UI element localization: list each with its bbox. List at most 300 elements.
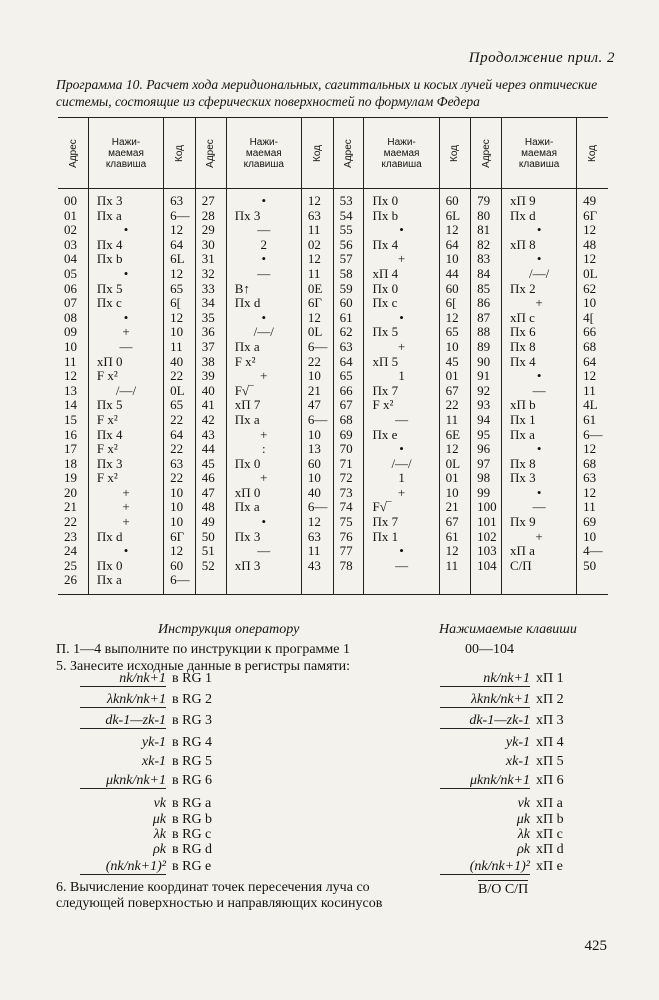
key-cell: Пх 3 bbox=[226, 209, 301, 224]
code-cell: 12 bbox=[301, 515, 333, 530]
register-entry bbox=[80, 690, 250, 710]
code-cell: 64 bbox=[164, 238, 196, 253]
key-command: хП a bbox=[536, 796, 563, 811]
key-cell: + bbox=[88, 486, 163, 501]
address-cell: 80 bbox=[471, 209, 502, 224]
key-expression: νk bbox=[517, 796, 530, 811]
key-cell: • bbox=[88, 311, 163, 326]
table-row bbox=[58, 457, 608, 472]
header-address: Адрес bbox=[58, 118, 88, 189]
address-cell bbox=[471, 573, 502, 594]
key-cell: Пх 5 bbox=[88, 398, 163, 413]
address-cell: 36 bbox=[195, 325, 226, 340]
address-cell: 43 bbox=[195, 428, 226, 443]
code-cell: 4— bbox=[577, 544, 608, 559]
table-row bbox=[58, 369, 608, 384]
code-cell: 12 bbox=[439, 544, 470, 559]
code-cell: 60 bbox=[301, 457, 333, 472]
code-cell: 10 bbox=[301, 471, 333, 486]
table-row bbox=[58, 573, 608, 594]
key-cell: Пх b bbox=[364, 209, 439, 224]
key-cell: /—/ bbox=[88, 384, 163, 399]
address-cell: 94 bbox=[471, 413, 502, 428]
key-cell: Пх a bbox=[226, 500, 301, 515]
address-cell: 10 bbox=[64, 338, 77, 354]
key-cell: F√‾ bbox=[364, 500, 439, 515]
key-cell: — bbox=[226, 267, 301, 282]
key-cell: — bbox=[226, 544, 301, 559]
code-cell: 6L bbox=[164, 252, 196, 267]
code-cell: 47 bbox=[301, 398, 333, 413]
address-cell: 67 bbox=[333, 398, 364, 413]
code-cell: 10 bbox=[301, 369, 333, 384]
register-expression: μknk/nk+1 bbox=[80, 773, 166, 789]
address-cell: 79 bbox=[471, 189, 502, 209]
register-target: в RG 5 bbox=[172, 754, 213, 769]
register-target: в RG 4 bbox=[172, 735, 213, 750]
key-cell: Пх 8 bbox=[502, 457, 577, 472]
address-cell: 86 bbox=[471, 296, 502, 311]
address-cell: 60 bbox=[333, 296, 364, 311]
key-cell: Пх 0 bbox=[364, 282, 439, 297]
key-cell bbox=[502, 573, 577, 594]
header-key: Нажи- маемая клавиша bbox=[502, 118, 577, 189]
key-cell: Пх 5 bbox=[364, 325, 439, 340]
key-cell: Пх 4 bbox=[364, 238, 439, 253]
key-cell: 1 bbox=[364, 471, 439, 486]
key-entry bbox=[440, 711, 600, 731]
key-cell: Пх 3 bbox=[502, 471, 577, 486]
key-entry bbox=[440, 690, 600, 710]
code-cell: 64 bbox=[577, 355, 608, 370]
code-cell: 40 bbox=[164, 355, 196, 370]
code-cell: 10 bbox=[577, 530, 608, 545]
table-row bbox=[58, 559, 608, 574]
key-cell: хП c bbox=[502, 311, 577, 326]
address-cell: 47 bbox=[195, 486, 226, 501]
header-code: Код bbox=[439, 118, 470, 189]
code-cell: 67 bbox=[439, 515, 470, 530]
key-cell: + bbox=[364, 340, 439, 355]
code-cell: 61 bbox=[577, 413, 608, 428]
instruction-step-6: 6. Вычисление координат точек пересечения луча со следующей поверхностью и направляющих косинусов bbox=[56, 880, 383, 911]
register-expression: yk-1 bbox=[141, 735, 166, 750]
code-cell: 22 bbox=[301, 355, 333, 370]
code-cell: 10 bbox=[439, 252, 470, 267]
address-cell: 55 bbox=[333, 223, 364, 238]
key-cell: Пх d bbox=[502, 209, 577, 224]
key-cell: — bbox=[502, 500, 577, 515]
key-entry bbox=[440, 771, 600, 791]
key-cell: + bbox=[502, 530, 577, 545]
header-address: Адрес bbox=[195, 118, 226, 189]
address-cell: 19 bbox=[64, 470, 77, 486]
code-cell: 63 bbox=[301, 530, 333, 545]
address-cell: 42 bbox=[195, 413, 226, 428]
address-cell: 101 bbox=[471, 515, 502, 530]
address-cell: 99 bbox=[471, 486, 502, 501]
code-cell: 10 bbox=[164, 486, 196, 501]
key-cell: • bbox=[88, 223, 163, 238]
key-cell: хП 0 bbox=[88, 355, 163, 370]
key-cell: Пх e bbox=[364, 428, 439, 443]
key-cell: Пх 7 bbox=[364, 515, 439, 530]
code-cell bbox=[301, 573, 333, 594]
address-cell: 91 bbox=[471, 369, 502, 384]
header-key: Нажи- маемая клавиша bbox=[226, 118, 301, 189]
code-cell: 63 bbox=[577, 471, 608, 486]
address-cell: 77 bbox=[333, 544, 364, 559]
key-cell: хП 3 bbox=[226, 559, 301, 574]
key-command: хП d bbox=[536, 842, 564, 857]
key-cell: Пх a bbox=[226, 340, 301, 355]
header-code: Код bbox=[301, 118, 333, 189]
key-cell: F x² bbox=[88, 413, 163, 428]
key-cell: F x² bbox=[226, 355, 301, 370]
table-row bbox=[58, 189, 608, 209]
code-cell: 69 bbox=[577, 515, 608, 530]
register-target: в RG c bbox=[172, 827, 212, 842]
key-expression: xk-1 bbox=[505, 754, 530, 769]
key-cell bbox=[364, 573, 439, 594]
address-cell: 56 bbox=[333, 238, 364, 253]
table-row bbox=[58, 267, 608, 282]
address-cell: 82 bbox=[471, 238, 502, 253]
address-cell: 28 bbox=[195, 209, 226, 224]
address-cell: 30 bbox=[195, 238, 226, 253]
key-cell: 1 bbox=[364, 369, 439, 384]
address-cell: 84 bbox=[471, 267, 502, 282]
code-cell: 6[ bbox=[439, 296, 470, 311]
address-cell: 104 bbox=[471, 559, 502, 574]
code-cell: 01 bbox=[439, 471, 470, 486]
code-cell: 10 bbox=[439, 340, 470, 355]
key-cell: хП 9 bbox=[502, 189, 577, 209]
address-cell: 18 bbox=[64, 455, 77, 471]
table-row bbox=[58, 223, 608, 238]
register-expression: dk-1—zk-1 bbox=[80, 713, 166, 729]
address-cell bbox=[333, 573, 364, 594]
address-cell: 11 bbox=[64, 353, 77, 369]
key-cell: Пх 9 bbox=[502, 515, 577, 530]
code-cell: 6[ bbox=[164, 296, 196, 311]
address-cell: 87 bbox=[471, 311, 502, 326]
key-expression: λk bbox=[517, 827, 530, 842]
address-cell: 24 bbox=[64, 543, 77, 559]
address-cell: 97 bbox=[471, 457, 502, 472]
code-cell: 6— bbox=[301, 340, 333, 355]
address-cell: 92 bbox=[471, 384, 502, 399]
address-cell: 45 bbox=[195, 457, 226, 472]
address-cell: 76 bbox=[333, 530, 364, 545]
key-cell: • bbox=[88, 267, 163, 282]
address-cell: 22 bbox=[64, 514, 77, 530]
table-row bbox=[58, 325, 608, 340]
address-cell: 44 bbox=[195, 442, 226, 457]
code-cell: 12 bbox=[577, 442, 608, 457]
key-expression: μknk/nk+1 bbox=[440, 773, 530, 789]
code-cell: 65 bbox=[439, 325, 470, 340]
code-cell: 6— bbox=[164, 209, 196, 224]
key-cell: • bbox=[502, 486, 577, 501]
code-cell: 6Г bbox=[164, 530, 196, 545]
register-entry bbox=[80, 752, 250, 772]
code-cell: 6E bbox=[439, 428, 470, 443]
address-cell: 31 bbox=[195, 252, 226, 267]
code-cell: 11 bbox=[301, 223, 333, 238]
address-cell: 46 bbox=[195, 471, 226, 486]
key-cell: + bbox=[226, 428, 301, 443]
code-cell: 12 bbox=[164, 223, 196, 238]
code-cell: 0L bbox=[164, 384, 196, 399]
register-expression: nk/nk+1 bbox=[80, 671, 166, 687]
code-cell: 50 bbox=[577, 559, 608, 574]
key-cell: F√‾ bbox=[226, 384, 301, 399]
table-row bbox=[58, 282, 608, 297]
code-cell bbox=[439, 573, 470, 594]
register-entry bbox=[80, 857, 250, 877]
header-address: Адрес bbox=[471, 118, 502, 189]
code-cell: 12 bbox=[439, 442, 470, 457]
address-cell: 07 bbox=[64, 295, 77, 311]
register-target: в RG d bbox=[172, 842, 213, 857]
address-cell: 14 bbox=[64, 397, 77, 413]
address-cell: 58 bbox=[333, 267, 364, 282]
code-cell: 10 bbox=[439, 486, 470, 501]
address-cell: 05 bbox=[64, 265, 77, 281]
code-cell: 22 bbox=[164, 369, 196, 384]
code-cell: 12 bbox=[577, 486, 608, 501]
register-expression: (nk/nk+1)² bbox=[80, 859, 166, 875]
code-cell: 6Г bbox=[577, 209, 608, 224]
address-cell: 38 bbox=[195, 355, 226, 370]
code-cell: 44 bbox=[439, 267, 470, 282]
header-address: Адрес bbox=[333, 118, 364, 189]
key-cell: Пх a bbox=[502, 428, 577, 443]
key-cell: Пх 0 bbox=[88, 559, 163, 574]
key-cell: + bbox=[364, 252, 439, 267]
keys-range: 00—104 bbox=[465, 642, 514, 657]
key-cell: F x² bbox=[364, 398, 439, 413]
running-head: Продолжение прил. 2 bbox=[468, 50, 615, 66]
code-cell: 12 bbox=[577, 252, 608, 267]
key-expression: ρk bbox=[517, 842, 530, 857]
key-command: хП 4 bbox=[536, 735, 564, 750]
table-row bbox=[58, 209, 608, 224]
header-code: Код bbox=[577, 118, 608, 189]
address-cell: 90 bbox=[471, 355, 502, 370]
code-cell: 10 bbox=[164, 515, 196, 530]
address-cell: 02 bbox=[64, 222, 77, 238]
address-cell: 16 bbox=[64, 426, 77, 442]
address-cell: 68 bbox=[333, 413, 364, 428]
register-expression: λknk/nk+1 bbox=[80, 692, 166, 708]
key-cell: Пх 5 bbox=[88, 282, 163, 297]
key-cell: • bbox=[226, 311, 301, 326]
register-expression: μk bbox=[152, 812, 166, 827]
instruction-step-5: 5. Занесите исходные данные в регистры памяти: bbox=[56, 659, 351, 674]
register-target: в RG 3 bbox=[172, 713, 213, 728]
key-cell: • bbox=[364, 442, 439, 457]
code-cell: 6— bbox=[301, 500, 333, 515]
address-cell: 23 bbox=[64, 528, 77, 544]
key-cell: хП b bbox=[502, 398, 577, 413]
code-cell: 0L bbox=[439, 457, 470, 472]
address-cell: 83 bbox=[471, 252, 502, 267]
key-cell: хП 5 bbox=[364, 355, 439, 370]
key-cell: • bbox=[364, 544, 439, 559]
address-cell: 00 bbox=[64, 193, 77, 208]
code-cell: 12 bbox=[577, 223, 608, 238]
address-cell: 100 bbox=[471, 500, 502, 515]
key-cell: Пх c bbox=[364, 296, 439, 311]
register-entry bbox=[80, 711, 250, 731]
address-cell: 06 bbox=[64, 280, 77, 296]
code-cell bbox=[577, 573, 608, 594]
page-number: 425 bbox=[584, 938, 607, 954]
register-entry bbox=[80, 669, 250, 689]
address-cell: 75 bbox=[333, 515, 364, 530]
code-cell: 01 bbox=[439, 369, 470, 384]
address-cell: 01 bbox=[64, 207, 77, 223]
code-cell: 10 bbox=[164, 325, 196, 340]
address-cell: 27 bbox=[195, 189, 226, 209]
code-cell: 63 bbox=[164, 457, 196, 472]
key-cell: Пх 0 bbox=[364, 189, 439, 209]
header-key: Нажи- маемая клавиша bbox=[88, 118, 163, 189]
key-command: хП b bbox=[536, 812, 564, 827]
key-entry bbox=[440, 669, 600, 689]
program-caption: Программа 10. Расчет хода меридиональных, сагиттальных и косых лучей через оптические системы, состоящие из сферических поверхностей по формулам Федера bbox=[56, 77, 598, 109]
key-cell: F x² bbox=[88, 369, 163, 384]
key-cell: Пх 7 bbox=[364, 384, 439, 399]
code-cell: 64 bbox=[439, 238, 470, 253]
address-cell: 15 bbox=[64, 411, 77, 427]
code-cell: 11 bbox=[301, 544, 333, 559]
key-cell: хП 8 bbox=[502, 238, 577, 253]
code-cell: 11 bbox=[439, 559, 470, 574]
code-cell: 12 bbox=[439, 311, 470, 326]
code-cell: 0E bbox=[301, 282, 333, 297]
address-cell: 96 bbox=[471, 442, 502, 457]
key-cell: — bbox=[364, 559, 439, 574]
key-cell: + bbox=[88, 500, 163, 515]
code-cell: 43 bbox=[301, 559, 333, 574]
key-command: хП 5 bbox=[536, 754, 564, 769]
code-cell: 61 bbox=[439, 530, 470, 545]
key-cell: С/П bbox=[502, 559, 577, 574]
final-keys: В/О С/П bbox=[478, 882, 529, 897]
key-cell: Пх 8 bbox=[502, 340, 577, 355]
key-cell: Пх 1 bbox=[364, 530, 439, 545]
register-target: в RG 1 bbox=[172, 671, 213, 686]
key-command: хП 1 bbox=[536, 671, 564, 686]
key-cell: • bbox=[364, 311, 439, 326]
keys-title: Нажимаемые клавиши bbox=[439, 622, 577, 637]
code-cell: 63 bbox=[164, 189, 196, 209]
code-cell: 63 bbox=[301, 209, 333, 224]
key-cell: хП a bbox=[502, 544, 577, 559]
address-cell: 85 bbox=[471, 282, 502, 297]
table-row bbox=[58, 515, 608, 530]
address-cell: 13 bbox=[64, 382, 77, 398]
key-expression: (nk/nk+1)² bbox=[440, 859, 530, 875]
code-cell: 10 bbox=[301, 428, 333, 443]
code-cell: 6L bbox=[439, 209, 470, 224]
table-row bbox=[58, 428, 608, 443]
key-cell: 2 bbox=[226, 238, 301, 253]
key-cell: + bbox=[502, 296, 577, 311]
table-row bbox=[58, 442, 608, 457]
key-cell: Пх a bbox=[88, 209, 163, 224]
key-cell: Пх 3 bbox=[226, 530, 301, 545]
address-cell: 88 bbox=[471, 325, 502, 340]
key-cell: + bbox=[88, 325, 163, 340]
code-cell: 11 bbox=[577, 384, 608, 399]
key-expression: μk bbox=[516, 812, 530, 827]
key-cell: — bbox=[364, 413, 439, 428]
table-row bbox=[58, 413, 608, 428]
address-cell: 33 bbox=[195, 282, 226, 297]
code-cell: 0L bbox=[301, 325, 333, 340]
address-cell: 62 bbox=[333, 325, 364, 340]
key-expression: λknk/nk+1 bbox=[440, 692, 530, 708]
table-row bbox=[58, 471, 608, 486]
key-cell: • bbox=[88, 544, 163, 559]
address-cell: 72 bbox=[333, 471, 364, 486]
register-expression: ρk bbox=[153, 842, 166, 857]
key-entry bbox=[440, 733, 600, 753]
address-cell: 51 bbox=[195, 544, 226, 559]
code-cell: 21 bbox=[301, 384, 333, 399]
code-cell: 65 bbox=[164, 398, 196, 413]
code-cell: 62 bbox=[577, 282, 608, 297]
key-cell: • bbox=[226, 515, 301, 530]
register-target: в RG b bbox=[172, 812, 213, 827]
key-cell: • bbox=[226, 189, 301, 209]
code-cell: 22 bbox=[164, 442, 196, 457]
table-row bbox=[58, 311, 608, 326]
address-cell: 53 bbox=[333, 189, 364, 209]
key-cell: F x² bbox=[88, 471, 163, 486]
address-cell: 69 bbox=[333, 428, 364, 443]
code-cell: 67 bbox=[439, 384, 470, 399]
instructions-title: Инструкция оператору bbox=[158, 622, 300, 637]
address-cell: 08 bbox=[64, 309, 77, 325]
key-cell: + bbox=[226, 471, 301, 486]
header-code: Код bbox=[164, 118, 196, 189]
code-cell: 66 bbox=[577, 325, 608, 340]
code-cell: 22 bbox=[164, 471, 196, 486]
key-cell: + bbox=[364, 486, 439, 501]
key-expression: nk/nk+1 bbox=[440, 671, 530, 687]
address-cell: 34 bbox=[195, 296, 226, 311]
key-cell: : bbox=[226, 442, 301, 457]
address-cell bbox=[195, 573, 226, 594]
key-cell: — bbox=[88, 340, 163, 355]
table-row bbox=[58, 252, 608, 267]
key-cell: F x² bbox=[88, 442, 163, 457]
code-cell: 4[ bbox=[577, 311, 608, 326]
code-cell: 60 bbox=[439, 189, 470, 209]
register-expression: νk bbox=[153, 796, 166, 811]
address-cell: 59 bbox=[333, 282, 364, 297]
key-cell: Пх a bbox=[88, 573, 163, 594]
address-cell: 73 bbox=[333, 486, 364, 501]
key-cell: Пх b bbox=[88, 252, 163, 267]
code-cell: 6— bbox=[164, 573, 196, 594]
address-cell: 78 bbox=[333, 559, 364, 574]
